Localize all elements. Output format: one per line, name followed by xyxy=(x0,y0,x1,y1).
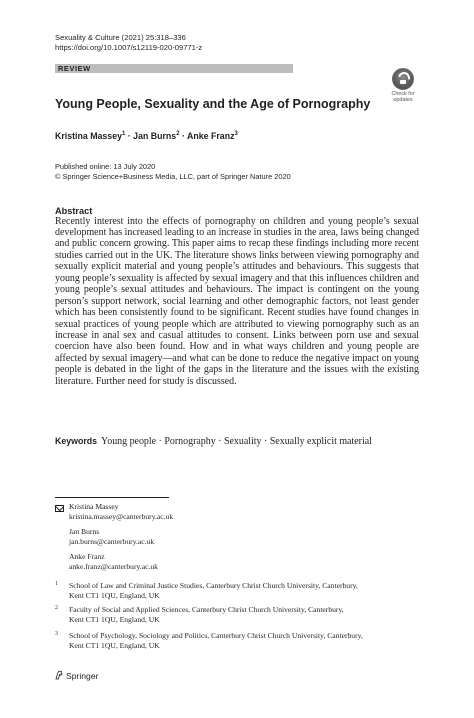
affiliation-line: School of Psychology, Sociology and Politics, Canterbury Christ Church University, Canterbury, xyxy=(69,631,363,640)
author-affiliation-ref[interactable]: 1 xyxy=(122,131,126,137)
springer-horse-icon xyxy=(55,670,63,680)
contact-email[interactable]: kristina.massey@canterbury.ac.uk xyxy=(69,512,174,521)
author-separator: · xyxy=(179,130,188,141)
check-for-updates-badge[interactable] xyxy=(388,68,418,102)
author-affiliation-ref[interactable]: 2 xyxy=(176,131,180,137)
check-for-updates-label: Check for updates xyxy=(391,91,415,103)
affiliation-number: 3 xyxy=(55,631,58,637)
published-date: Published online: 13 July 2020 xyxy=(55,162,156,171)
article-title: Young People, Sexuality and the Age of Pornography xyxy=(55,97,371,111)
journal-citation: Sexuality & Culture (2021) 25:318–336 xyxy=(55,33,186,42)
keywords-label: Keywords xyxy=(55,436,98,446)
contact-email[interactable]: anke.franz@canterbury.ac.uk xyxy=(69,562,158,571)
author-list xyxy=(55,128,238,142)
section-label: REVIEW xyxy=(58,64,91,73)
affiliation-line: Kent CT1 1QU, England, UK xyxy=(69,591,160,600)
envelope-icon xyxy=(55,505,64,512)
author-affiliation-ref[interactable]: 3 xyxy=(234,131,238,137)
affiliation-line: Kent CT1 1QU, England, UK xyxy=(69,641,160,650)
author-name[interactable]: Kristina Massey xyxy=(55,130,122,141)
abstract-heading: Abstract xyxy=(55,206,93,216)
author-name[interactable]: Anke Franz xyxy=(187,130,235,141)
affiliation-number: 1 xyxy=(55,581,58,587)
copyright-notice: © Springer Science+Business Media, LLC, part of Springer Nature 2020 xyxy=(55,172,291,181)
affiliation-line: Faculty of Social and Applied Sciences, Canterbury Christ Church University, Canterbury, xyxy=(69,605,344,614)
contact-name: Kristina Massey xyxy=(69,502,119,511)
affiliation-line: Kent CT1 1QU, England, UK xyxy=(69,615,160,624)
keywords-list: Young people · Pornography · Sexuality · Sexually explicit material xyxy=(101,436,372,447)
contact-name: Anke Franz xyxy=(69,552,105,561)
contact-name: Jan Burns xyxy=(69,527,100,536)
author-name[interactable]: Jan Burns xyxy=(133,130,177,141)
affiliation-line: School of Law and Criminal Justice Studies, Canterbury Christ Church University, Canterbury, xyxy=(69,581,358,590)
publisher-name: Springer xyxy=(66,671,99,681)
contact-email[interactable]: jan.burns@canterbury.ac.uk xyxy=(69,537,155,546)
contact-entry xyxy=(69,502,289,522)
affiliation-number: 2 xyxy=(55,605,58,611)
check-for-updates-icon xyxy=(392,68,414,90)
publisher-footer xyxy=(55,670,98,682)
keywords xyxy=(55,435,372,448)
publication-info xyxy=(55,162,291,182)
contact-entry xyxy=(69,552,289,572)
abstract-text: Recently interest into the effects of pornography on children and young people’s sexual development has increased leading to an increase in studies in the area, laws being changed and public concern growing. This paper aims to recap these findings including more recent studies carried out in the UK. The literature shows links between viewing pornography and sexually explicit material and young people’s attitudes and behaviours. This suggests that young people’s sexuality is affected by sexual imagery and that this influences children and young people’s sexual attitudes and behaviours. The impact is contingent on the young person’s support network, social learning and other demographic factors, not least gender which has been consistently found to be significant. Recent studies have found changes in sexual practices of young people which are attributed to viewing pornography such as an increase in anal sex and casual attitudes to consent. Links between porn use and sexual coercion have also been found. How and in what ways children and young people are affected by sexual imagery—and what can be done to reduce the negative impact on young people is debated in the light of the gaps in the literature and the issues with the existing literature. Further need for study is discussed. xyxy=(55,215,419,387)
journal-header xyxy=(55,33,202,53)
contact-entry xyxy=(69,527,289,547)
author-separator: · xyxy=(125,130,134,141)
footnote-divider xyxy=(55,497,169,498)
doi-link[interactable]: https://doi.org/10.1007/s12119-020-09771-z xyxy=(55,43,203,52)
